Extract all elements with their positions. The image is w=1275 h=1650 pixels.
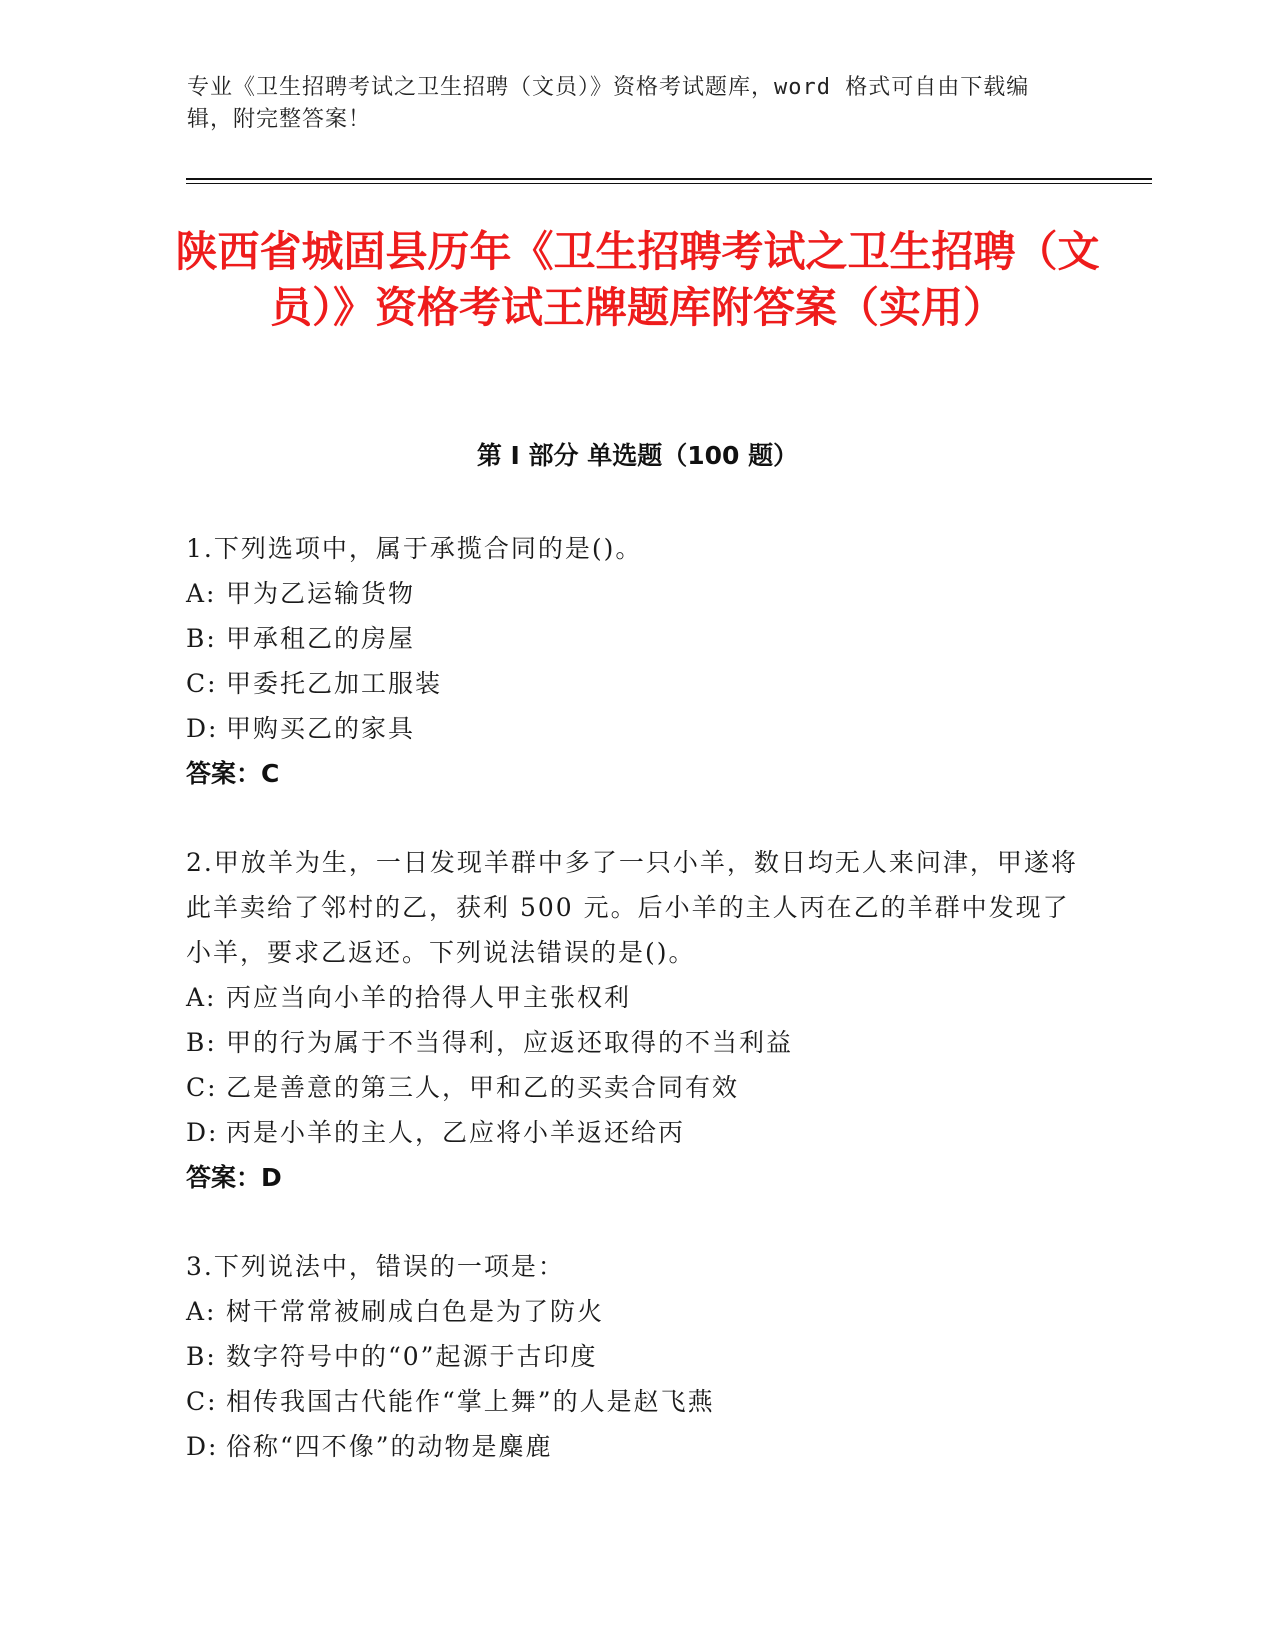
option-text: 甲委托乙加工服装 (226, 669, 443, 698)
option-c (186, 1379, 1086, 1424)
option-letter: A: (186, 579, 217, 608)
document-title: 陕西省城固县历年《卫生招聘考试之卫生招聘（文员）》资格考试王牌题库附答案（实用） (175, 227, 1100, 332)
option-text: 俗称“四不像”的动物是麋鹿 (226, 1432, 553, 1461)
option-letter: C: (186, 1387, 218, 1416)
option-letter: C: (186, 1073, 218, 1102)
option-letter: B: (186, 624, 217, 653)
option-d (186, 706, 1086, 751)
option-text: 甲为乙运输货物 (226, 579, 416, 608)
option-text: 丙应当向小羊的拾得人甲主张权利 (226, 983, 632, 1012)
option-c (186, 661, 1086, 706)
header-rule-thick (186, 178, 1152, 180)
question-2 (186, 840, 1086, 1200)
question-stem: 3.下列说法中，错误的一项是： (186, 1252, 565, 1281)
option-letter: C: (186, 669, 218, 698)
option-a (186, 1289, 1086, 1334)
option-b (186, 1334, 1086, 1379)
option-a (186, 571, 1086, 616)
option-letter: D: (186, 714, 219, 743)
question-list (186, 526, 1086, 1513)
option-letter: A: (186, 983, 217, 1012)
option-text: 相传我国古代能作“掌上舞”的人是赵飞燕 (226, 1387, 715, 1416)
header-rule-thin (186, 183, 1152, 184)
option-letter: A: (186, 1297, 217, 1326)
option-b (186, 1020, 1086, 1065)
option-text: 乙是善意的第三人，甲和乙的买卖合同有效 (226, 1073, 740, 1102)
option-c (186, 1065, 1086, 1110)
option-text: 数字符号中的“0”起源于古印度 (226, 1342, 598, 1371)
option-letter: B: (186, 1342, 217, 1371)
section-heading: 第 I 部分 单选题（100 题） (476, 441, 799, 470)
question-1 (186, 526, 1086, 796)
option-text: 树干常常被刷成白色是为了防火 (226, 1297, 605, 1326)
question-stem: 2.甲放羊为生，一日发现羊群中多了一只小羊，数日均无人来问津，甲遂将此羊卖给了邻村的乙，获利 500 元。后小羊的主人丙在乙的羊群中发现了小羊，要求乙返还。下列说法错误的是()。 (186, 848, 1078, 967)
answer-label: 答案：C (186, 759, 280, 788)
option-d (186, 1424, 1086, 1469)
answer-label: 答案：D (186, 1163, 282, 1192)
option-letter: B: (186, 1028, 217, 1057)
option-text: 甲的行为属于不当得利，应返还取得的不当利益 (226, 1028, 794, 1057)
option-letter: D: (186, 1432, 219, 1461)
option-d (186, 1110, 1086, 1155)
option-text: 甲承租乙的房屋 (226, 624, 416, 653)
header-note: 专业《卫生招聘考试之卫生招聘（文员）》资格考试题库，word 格式可自由下载编辑，附完整答案！ (187, 75, 1030, 132)
question-3 (186, 1244, 1086, 1469)
option-a (186, 975, 1086, 1020)
question-stem: 1.下列选项中，属于承揽合同的是()。 (186, 534, 643, 563)
option-text: 甲购买乙的家具 (226, 714, 416, 743)
option-b (186, 616, 1086, 661)
option-letter: D: (186, 1118, 219, 1147)
option-text: 丙是小羊的主人，乙应将小羊返还给丙 (226, 1118, 686, 1147)
